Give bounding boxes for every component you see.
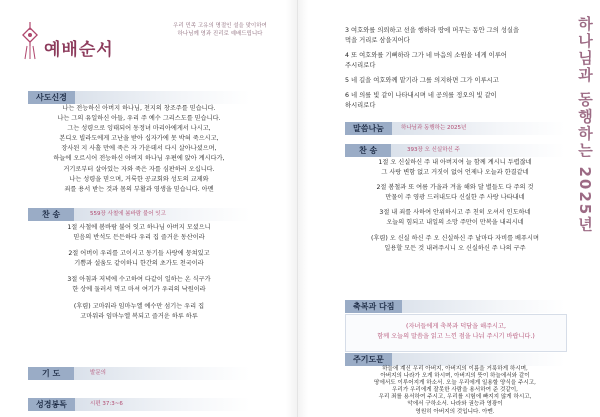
hymn-lyrics: 1절 사철에 봄바람 불어 잇고 하나님 아버지 모셨으니 믿음의 반석도 든든하다 우리 집 즐거운 동산이라 2절 어버이 우리를 고이시고 동기들 사랑에 뭉쳐있고 기쁨과 설움도 같이하니 한간의 초가도 천국이라 3절 아침과 저녁에 수고하여 다같이 일하는 온 식구가 한 상에 둘러서 먹고 마셔 여기가 우리의 낙원이라 (후렴) 고마워라 임마누엘 예수만 섬기는 우리 집 고마워라 임마누엘 복되고 즐거운 하루 하루: [67, 224, 211, 320]
creed-line: 본디오 빌라도에게 고난을 받아 십자가에 못 박혀 죽으시고,: [59, 135, 219, 143]
section-reading-header: [28, 398, 250, 411]
hymn2-lyrics: 1절 오 신실하신 주 내 아버지여 늘 함께 계시니 두렵잖네 그 사랑 변함 없고 거짓이 없어 언제나 오늘과 한결같네 2절 봄철과 또 여름 가을과 겨울 해와 달 별들도 다 주의 것 만물이 주 영광 드러내도다 신실한 주 사랑 나타내네 3절 내 죄를 사하여 안위하시고 주 친히 오셔서 인도하네 오늘의 힘되고 내일의 소망 주만이 만복을 내리시네 (후렴) 오 신실 하신 주 오 신실하신 주 날마다 자비를 베푸시며 일용할 모든 것 내려주시니 오 신실하신 주 나의 구주: [371, 159, 539, 252]
section-label: 사도신경: [28, 91, 75, 104]
section-label: 찬 송: [345, 144, 391, 157]
section-lords-prayer-header: [345, 353, 565, 366]
creed-line: 하늘에 오르시어 전능하신 아버지 하나님 우편에 앉아 계시다가,: [53, 155, 225, 163]
creed-line: 장사된 지 사흘 만에 죽은 자 가운데서 다시 살아나셨으며,: [61, 145, 217, 153]
reading-passage: 시편 37:3~6: [90, 401, 123, 407]
section-hymn-header: [28, 208, 250, 221]
creed-line: 거기로부터 살아있는 자와 죽은 자를 심판하러 오십니다.: [63, 165, 215, 173]
sharing-theme: 하나님과 동행하는 2025년: [401, 125, 467, 131]
creed-text: [28, 104, 250, 195]
header-note: 우리 민족 고유의 명절인 설을 맞이하여 하나님께 영과 진리로 예배드립니다: [173, 23, 267, 37]
lords-prayer-text: 하늘에 계신 우리 아버지, 아버지의 이름을 거룩하게 하시며, 아버지의 나라가 오게 하시며, 아버지의 뜻이 하늘에서와 같이 땅에서도 이루어지게 하소서. 오늘 우리에게 일용할 양식을 주시고, 우리가 우리에게 잘못한 사람을 용서하여 준 것같이, 우리 죄를 용서하여 주시고, 우리를 시험에 빠지지 않게 하시고, 악에서 구하소서. 나라와 권능과 영광이 영원히 아버지의 것입니다. 아멘.: [374, 366, 536, 415]
knot-ornament-icon: [20, 22, 40, 60]
prayer-leader: 발문의: [90, 370, 106, 376]
section-label: 기 도: [28, 367, 74, 380]
blessing-instruction-box: (자녀들에게 축복과 덕담을 해주시고, 함께 오늘의 말씀을 읽고 느낀 점을 나눠 주시기 바랍니다.): [345, 314, 567, 352]
section-blessing-header: [345, 300, 565, 313]
creed-line: 죄를 용서 받는 것과 몸의 부활과 영생을 믿습니다. 아멘: [64, 185, 214, 193]
creed-line: 나는 성령을 믿으며, 거룩한 공교회와 성도의 교제와: [69, 175, 209, 183]
section-label: 주기도문: [345, 353, 392, 366]
creed-line: 나는 전능하신 아버지 하나님, 천지의 창조주를 믿습니다.: [62, 105, 216, 112]
section-sharing-header: [345, 122, 565, 135]
section-label: 찬 송: [28, 208, 74, 221]
section-label: 성경봉독: [28, 398, 75, 411]
section-label: 축복과 다짐: [345, 300, 402, 313]
section-prayer-header: [28, 367, 250, 380]
section-hymn2-header: [345, 144, 565, 157]
creed-line: 그는 성령으로 잉태되어 동정녀 마리아에게서 나시고,: [67, 125, 211, 133]
hymn-title: 559장 사철에 봄바람 불어 잇고: [90, 211, 166, 217]
section-creed-header: [28, 91, 250, 104]
creed-line: 나는 그의 유일하신 아들, 우리 주 예수 그리스도를 믿습니다.: [57, 115, 221, 123]
page-divider: [297, 0, 298, 417]
hymn2-title: 393장 오 신실하신 주: [407, 147, 460, 153]
scripture-verses: 3 여호와를 의뢰하고 선을 행하라 땅에 머무는 동안 그의 성실을 먹을 거리로 삼을지어다 4 또 여호와를 기뻐하라 그가 네 마음의 소원을 네게 이루어 주시리로다 5 네 길을 여호와께 맡기라 그를 의지하면 그가 이루시고 6 네 의를 빛 같이 나타내시며 네 공의를 정오의 빛 같이 하시리로다: [345, 27, 520, 109]
page-title: 예배순서: [44, 40, 114, 60]
vertical-theme-title: 하나님과 동행하는 2025년: [576, 16, 594, 234]
section-label: 말씀나눔: [345, 122, 392, 135]
